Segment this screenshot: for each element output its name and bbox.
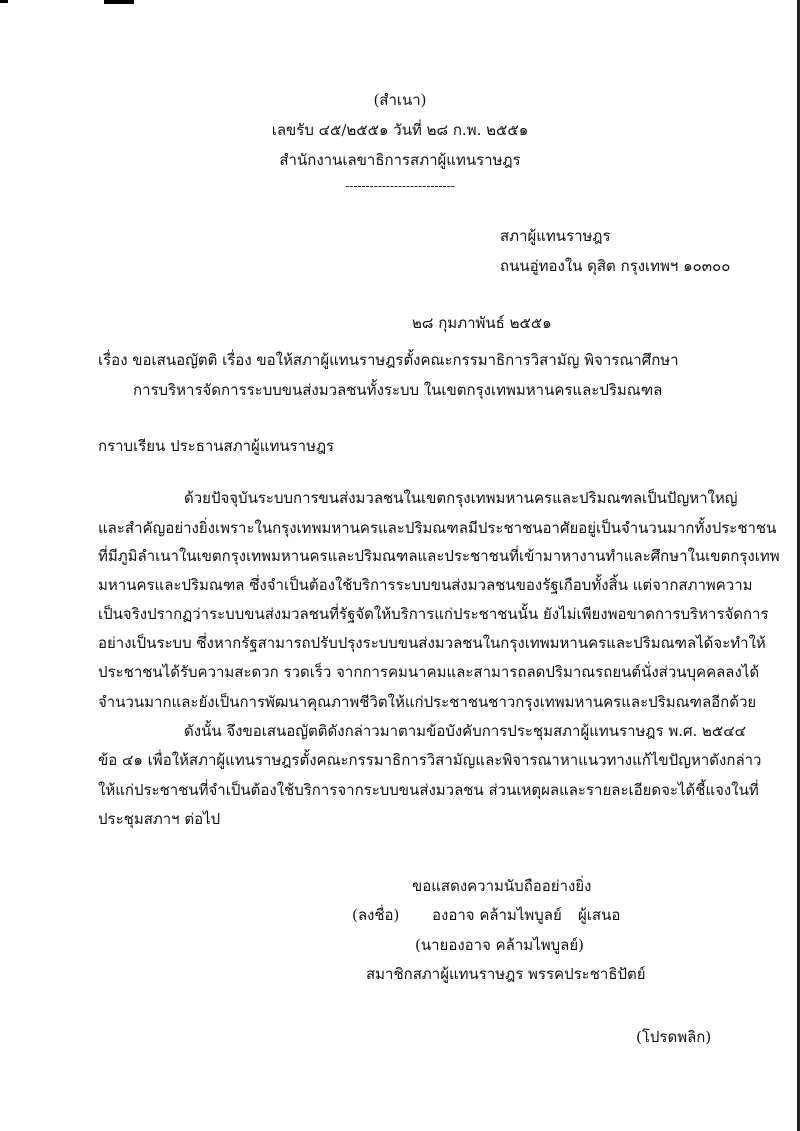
paragraph-2-line: ข้อ ๔๑ เพื่อให้สภาผู้แทนราษฎรตั้งคณะกรรมาธิการวิสามัญและพิจารณาหาแนวทางแก้ไขปัญหาดังกล่าว	[98, 751, 762, 769]
subject-line-1: เรื่อง ขอเสนอญัตติ เรื่อง ขอให้สภาผู้แทนราษฎรตั้งคณะกรรมาธิการวิสามัญ พิจารณาศึกษา	[98, 351, 679, 369]
header-divider: ---------------------------	[345, 179, 455, 193]
office-name: สำนักงานเลขาธิการสภาผู้แทนราษฎร	[279, 151, 521, 169]
paragraph-2-line: ดังนั้น จึงขอเสนอญัตติดังกล่าวมาตามข้อบังคับการประชุมสภาผู้แทนราษฎร พ.ศ. ๒๕๔๔	[184, 722, 746, 740]
signed-label: (ลงชื่อ)	[352, 906, 400, 924]
paragraph-1-line: จำนวนมากและยังเป็นการพัฒนาคุณภาพชีวิตให้แก่ประชาชนชาวกรุงเทพมหานครและปริมณฑลอีกด้วย	[98, 693, 757, 711]
salutation: กราบเรียน ประธานสภาผู้แทนราษฎร	[98, 437, 335, 455]
scan-mark	[0, 0, 8, 3]
letter-date: ๒๘ กุมภาพันธ์ ๒๕๕๑	[412, 314, 552, 332]
paragraph-2-line: ให้แก่ประชาชนที่จำเป็นต้องใช้บริการจากระบบขนส่งมวลชน ส่วนเหตุผลและรายละเอียดจะได้ชี้แจงในที่	[98, 781, 759, 799]
paragraph-1-line: ด้วยปัจจุบันระบบการขนส่งมวลชนในเขตกรุงเทพมหานครและปริมณฑลเป็นปัญหาใหญ่	[184, 489, 738, 507]
turn-over-note: (โปรดพลิก)	[636, 1028, 712, 1046]
paragraph-1-line: มหานครและปริมณฑล ซึ่งจำเป็นต้องใช้บริการระบบขนส่งมวลชนของรัฐเกือบทั้งสิ้น แต่จากสภาพความ	[98, 576, 753, 594]
paragraph-1-line: ประชาชนได้รับความสะดวก รวดเร็ว จากการคมนาคมและสามารถลดปริมาณรถยนต์นั่งส่วนบุคคลลงได้	[98, 663, 760, 681]
address-line-2: ถนนอู่ทองใน ดุสิต กรุงเทพฯ ๑๐๓๐๐	[500, 257, 731, 275]
signature-name: องอาจ คล้ามไพบูลย์	[432, 906, 562, 924]
scan-mark	[104, 0, 134, 4]
signer-full-name: (นายองอาจ คล้ามไพบูลย์)	[415, 936, 584, 954]
paragraph-2-line: ประชุมสภาฯ ต่อไป	[98, 810, 221, 828]
closing-regards: ขอแสดงความนับถืออย่างยิ่ง	[412, 877, 592, 895]
paragraph-1-line: อย่างเป็นระบบ ซึ่งหากรัฐสามารถปรับปรุงระบบขนส่งมวลชนในกรุงเทพมหานครและปริมณฑลได้จะทำให้	[98, 634, 766, 652]
signer-position: สมาชิกสภาผู้แทนราษฎร พรรคประชาธิปัตย์	[366, 965, 646, 983]
receipt-number: เลขรับ ๔๕/๒๕๕๑ วันที่ ๒๘ ก.พ. ๒๕๕๑	[271, 121, 529, 139]
paragraph-1-line: และสำคัญอย่างยิ่งเพราะในกรุงเทพมหานครและปริมณฑลมีประชาชนอาศัยอยู่เป็นจำนวนมากทั้งประชาชน	[98, 519, 777, 537]
address-line-1: สภาผู้แทนราษฎร	[500, 227, 611, 245]
paragraph-1-line: ที่มีภูมิลำเนาในเขตกรุงเทพมหานครและปริมณฑลและประชาชนที่เข้ามาหางานทำและศึกษาในเขตกรุงเทพ	[98, 547, 780, 565]
signer-role: ผู้เสนอ	[578, 906, 621, 924]
subject-line-2: การบริหารจัดการระบบขนส่งมวลชนทั้งระบบ ในเขตกรุงเทพมหานครและปริมณฑล	[133, 381, 663, 399]
paragraph-1-line: เป็นจริงปรากฏว่าระบบขนส่งมวลชนที่รัฐจัดให้บริการแก่ประชาชนนั้น ยังไม่เพียงพอขาดการบริหารจัดการ	[98, 605, 769, 623]
copy-label: (สำเนา)	[373, 91, 427, 109]
